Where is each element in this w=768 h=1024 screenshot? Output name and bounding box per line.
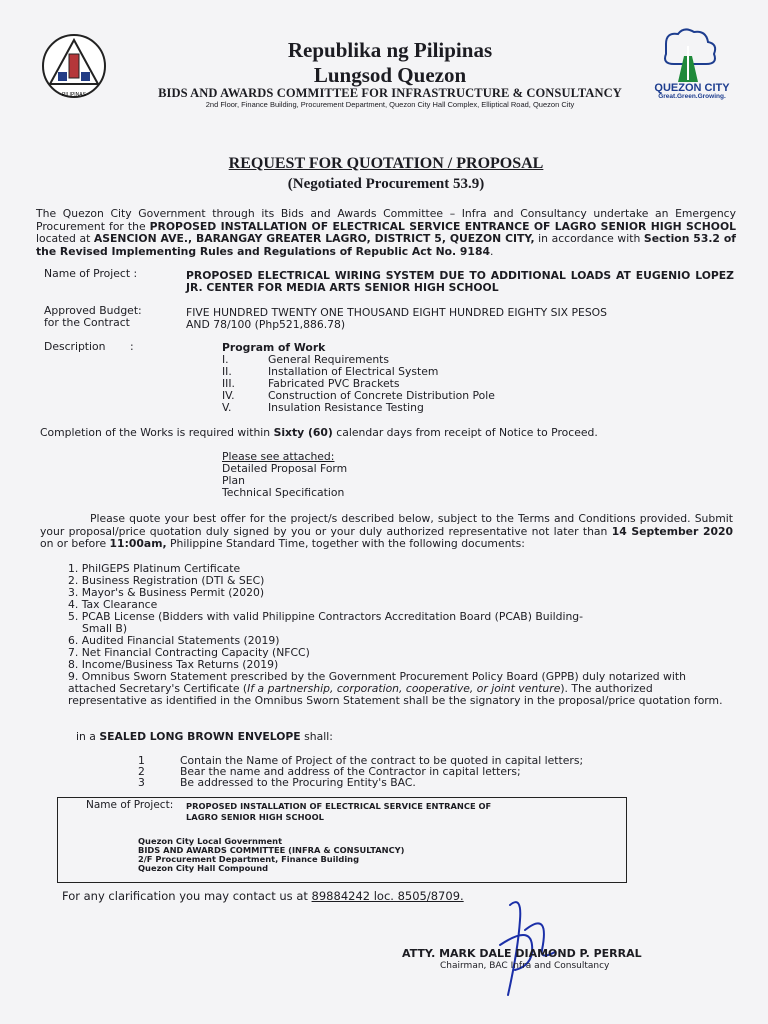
document-title: REQUEST FOR QUOTATION / PROPOSAL xyxy=(228,155,544,172)
svg-text:PILIPINAS: PILIPINAS xyxy=(62,92,86,98)
requirement-item: 7. Net Financial Contracting Capacity (NFCC) xyxy=(68,646,310,659)
attachment-item: Detailed Proposal Form xyxy=(222,462,348,475)
completion-statement: Completion of the Works is required within Sixty (60) calendar days from receipt of Notice to Proceed. xyxy=(40,426,598,439)
program-item: IV. Construction of Concrete Distribution Pole xyxy=(222,389,495,402)
committee-heading: BIDS AND AWARDS COMMITTEE FOR INFRASTRUCTURE & CONSULTANCY xyxy=(158,86,622,100)
program-item: I. General Requirements xyxy=(222,353,390,366)
box-address-line: Quezon City Local Government xyxy=(138,836,283,846)
budget-label-line2: for the Contract xyxy=(44,316,130,329)
city-heading: Lungsod Quezon xyxy=(313,63,467,87)
requirement-item: 5. PCAB License (Bidders with valid Philippine Contractors Accreditation Board (PCAB) Building- xyxy=(68,610,584,623)
attachment-item: Technical Specification xyxy=(222,486,345,499)
intro-paragraph: The Quezon City Government through its Bids and Awards Committee – Infra and Consultancy undertake an Emergency Procurement for the PROPOSED INSTALLATION OF ELECTRICAL SERVICE ENTRANCE OF LAGRO SENIOR HIGH SCHOOL located at ASENCION AVE., BARANGAY GREATER LAGRO, DISTRICT 5, QUEZON CITY, in accordance with Section 53.2 of the Revised Implementing Rules and Regulations of Republic Act No. 9184. xyxy=(36,207,736,258)
budget-value-line1: FIVE HUNDRED TWENTY ONE THOUSAND EIGHT HUNDRED EIGHTY SIX PESOS xyxy=(186,306,608,319)
box-address-line: Quezon City Hall Compound xyxy=(138,863,269,873)
box-project-line2: LAGRO SENIOR HIGH SCHOOL xyxy=(186,812,324,822)
envelope-item-text: Contain the Name of Project of the contract to be quoted in capital letters; xyxy=(180,754,584,767)
project-name-label: Name of Project : xyxy=(44,267,138,280)
office-address: 2nd Floor, Finance Building, Procurement Department, Quezon City Hall Complex, Elliptical Road, Quezon City xyxy=(205,100,575,109)
box-address-line: BIDS AND AWARDS COMMITTEE (INFRA & CONSULTANCY) xyxy=(138,845,405,855)
requirement-item: 2. Business Registration (DTI & SEC) xyxy=(68,574,265,587)
qc-logo-tagline: Great.Green.Growing. xyxy=(658,93,726,100)
envelope-item-number: 3 xyxy=(138,776,145,789)
contact-phone: 89884242 loc. 8505/8709. xyxy=(311,889,464,903)
envelope-sample-box xyxy=(57,797,627,883)
program-item: III. Fabricated PVC Brackets xyxy=(222,377,400,390)
program-item: II. Installation of Electrical System xyxy=(222,365,439,378)
project-name-value: PROPOSED ELECTRICAL WIRING SYSTEM DUE TO ADDITIONAL LOADS AT EUGENIO LOPEZ JR. CENTER FOR MEDIA ARTS SENIOR HIGH SCHOOL xyxy=(186,269,734,294)
requirement-item: 4. Tax Clearance xyxy=(68,598,158,611)
document-subtitle: (Negotiated Procurement 53.9) xyxy=(287,176,485,192)
box-address-line: 2/F Procurement Department, Finance Building xyxy=(138,854,360,864)
requirement-item-continuation: Small B) xyxy=(82,622,128,635)
requirement-item: 8. Income/Business Tax Returns (2019) xyxy=(68,658,279,671)
description-colon: : xyxy=(130,340,134,353)
qc-logo-name: QUEZON CITY xyxy=(654,82,730,94)
signatory-title: Chairman, BAC Infra and Consultancy xyxy=(440,961,610,971)
republic-heading: Republika ng Pilipinas xyxy=(287,38,493,62)
contact-line: For any clarification you may contact us at 89884242 loc. 8505/8709. xyxy=(62,889,464,903)
envelope-item-number: 2 xyxy=(138,765,145,778)
program-of-work-title: Program of Work xyxy=(222,341,326,354)
signatory-name: ATTY. MARK DALE DIAMOND P. PERRAL xyxy=(402,947,642,960)
quote-instructions: Please quote your best offer for the project/s described below, subject to the Terms and Conditions provided. Submit your proposal/price quotation duly signed by you or your duly authorized representative not later than 14 September 2020 on or before 11:00am, Philippine Standard Time, together with the following documents: xyxy=(40,512,734,550)
box-project-label: Name of Project: xyxy=(86,799,174,811)
box-project-line1: PROPOSED INSTALLATION OF ELECTRICAL SERVICE ENTRANCE OF xyxy=(186,801,492,811)
attachment-item: Plan xyxy=(222,474,245,487)
envelope-instruction: in a SEALED LONG BROWN ENVELOPE shall: xyxy=(76,730,333,743)
requirement-item: 6. Audited Financial Statements (2019) xyxy=(68,634,280,647)
budget-label-line1: Approved Budget: xyxy=(44,304,142,317)
description-label: Description xyxy=(44,340,106,353)
attachments-title: Please see attached: xyxy=(222,450,335,463)
envelope-item-text: Bear the name and address of the Contractor in capital letters; xyxy=(180,765,521,778)
requirement-item: 3. Mayor's & Business Permit (2020) xyxy=(68,586,265,599)
program-item: V. Insulation Resistance Testing xyxy=(222,401,424,414)
quezon-city-seal-logo xyxy=(38,28,110,100)
budget-value-line2: AND 78/100 (Php521,886.78) xyxy=(186,318,346,331)
requirement-item: 1. PhilGEPS Platinum Certificate xyxy=(68,562,241,575)
envelope-item-text: Be addressed to the Procuring Entity's BAC. xyxy=(180,776,416,789)
requirement-item-omnibus: 9. Omnibus Sworn Statement prescribed by the Government Procurement Policy Board (GPPB) duly notarized with attached Secretary's Certificate (If a partnership, corporation, cooperative, or joint venture). The authorized representative as identified in the Omnibus Sworn Statement shall be the signatory in the proposal/price quotation form. xyxy=(68,670,723,707)
envelope-item-number: 1 xyxy=(138,754,145,767)
